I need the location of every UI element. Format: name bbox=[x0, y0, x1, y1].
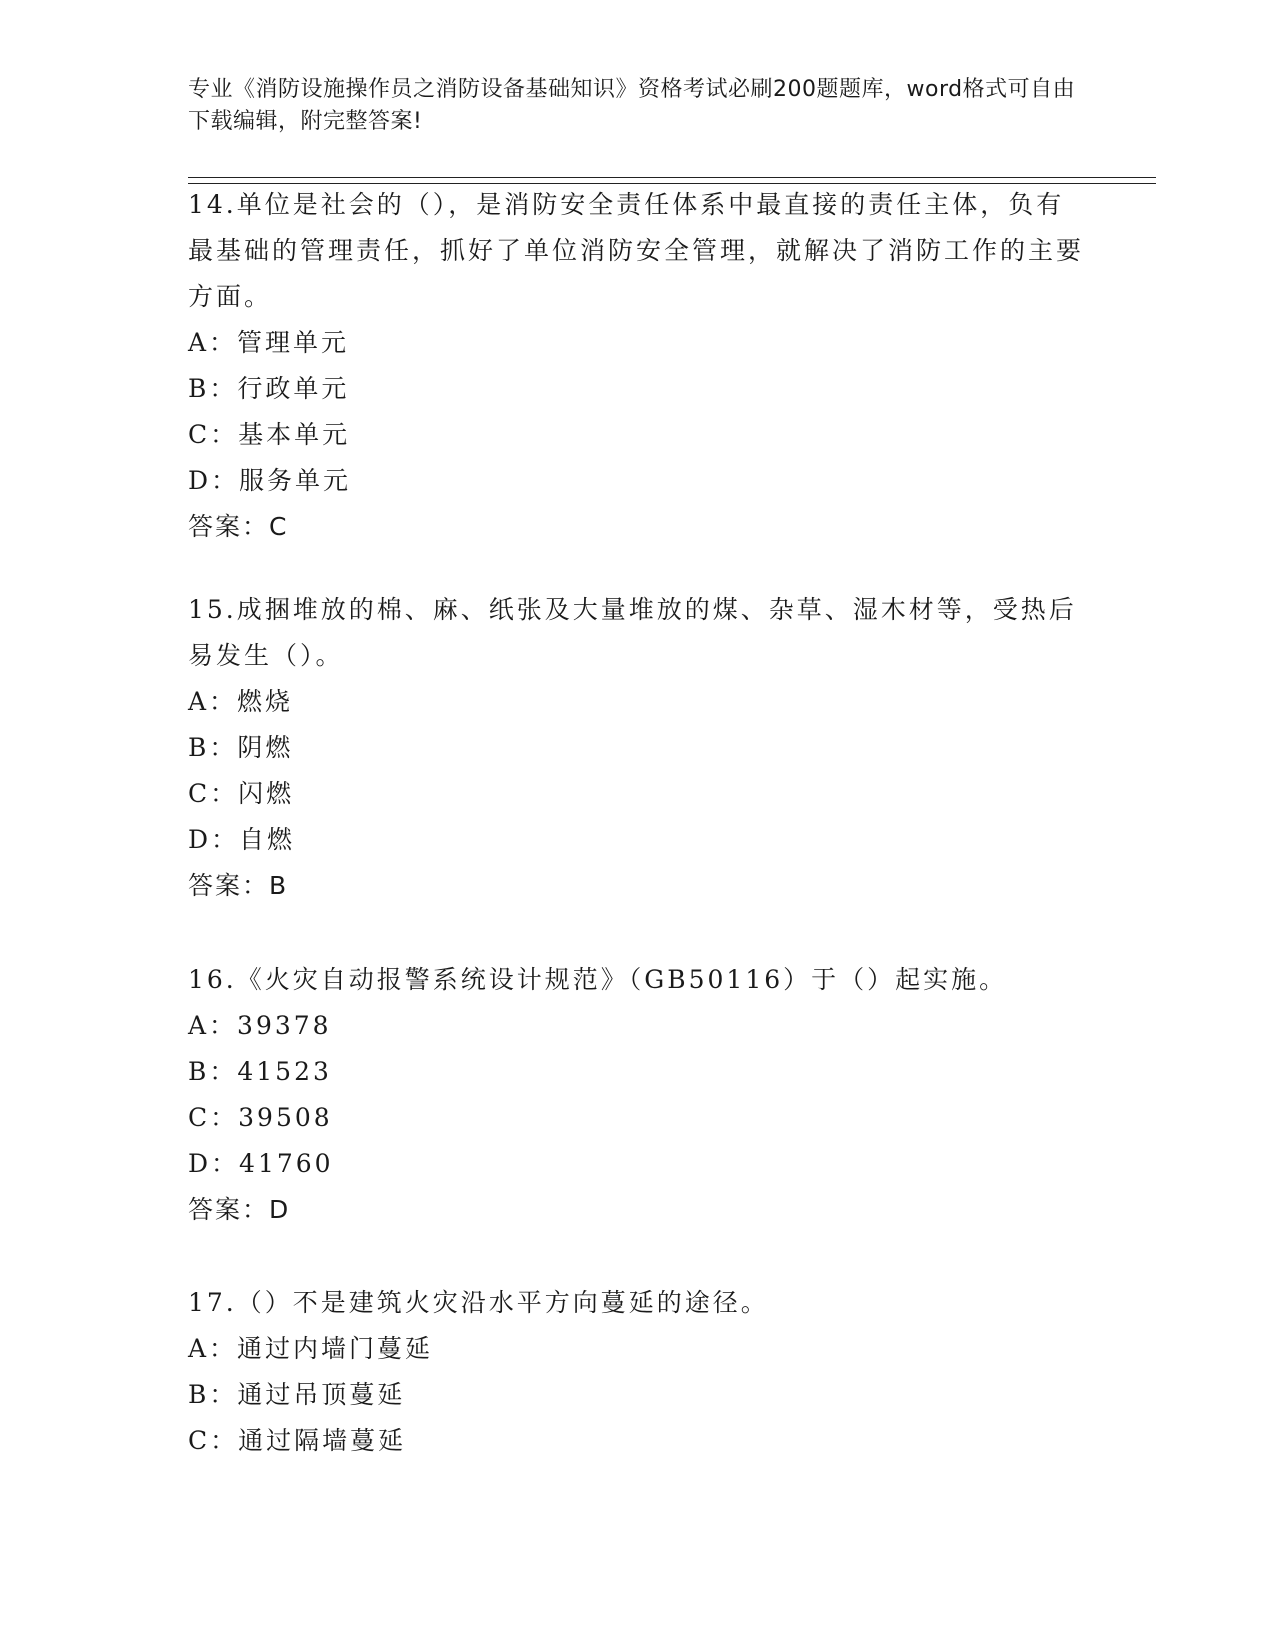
option-d: D：41760 bbox=[188, 1149, 334, 1178]
option-c: C：基本单元 bbox=[188, 420, 351, 449]
option-b: B：行政单元 bbox=[188, 374, 350, 403]
option-d: D：服务单元 bbox=[188, 466, 352, 495]
option-a: A：39378 bbox=[188, 1011, 332, 1040]
option-b: B：通过吊顶蔓延 bbox=[188, 1380, 406, 1409]
option-b: B：41523 bbox=[188, 1057, 332, 1086]
question-stem: 15.成捆堆放的棉、麻、纸张及大量堆放的煤、杂草、湿木材等，受热后易发生（）。 bbox=[188, 595, 1077, 670]
option-a: A：燃烧 bbox=[188, 687, 294, 716]
option-c: C：39508 bbox=[188, 1103, 333, 1132]
answer-line: 答案：B bbox=[188, 871, 289, 900]
document-intro: 专业《消防设施操作员之消防设备基础知识》资格考试必刷200题题库，word格式可自由下载编辑，附完整答案! bbox=[188, 77, 1076, 134]
question-stem: 14.单位是社会的（），是消防安全责任体系中最直接的责任主体，负有最基础的管理责任，抓好了单位消防安全管理，就解决了消防工作的主要方面。 bbox=[188, 190, 1085, 311]
option-c: C：闪燃 bbox=[188, 779, 295, 808]
header-divider-top bbox=[188, 177, 1156, 178]
answer-line: 答案：D bbox=[188, 1195, 291, 1224]
option-a: A：通过内墙门蔓延 bbox=[188, 1334, 434, 1363]
option-a: A：管理单元 bbox=[188, 328, 350, 357]
option-d: D：自燃 bbox=[188, 825, 296, 854]
answer-line: 答案：C bbox=[188, 512, 289, 541]
question-stem: 17.（）不是建筑火灾沿水平方向蔓延的途径。 bbox=[188, 1288, 769, 1317]
option-b: B：阴燃 bbox=[188, 733, 294, 762]
question-15 bbox=[188, 587, 1088, 909]
question-stem: 16.《火灾自动报警系统设计规范》（GB50116）于（）起实施。 bbox=[188, 965, 1008, 994]
option-c: C：通过隔墙蔓延 bbox=[188, 1426, 407, 1455]
question-16 bbox=[188, 957, 1088, 1233]
question-17 bbox=[188, 1280, 1088, 1464]
question-14 bbox=[188, 182, 1088, 550]
